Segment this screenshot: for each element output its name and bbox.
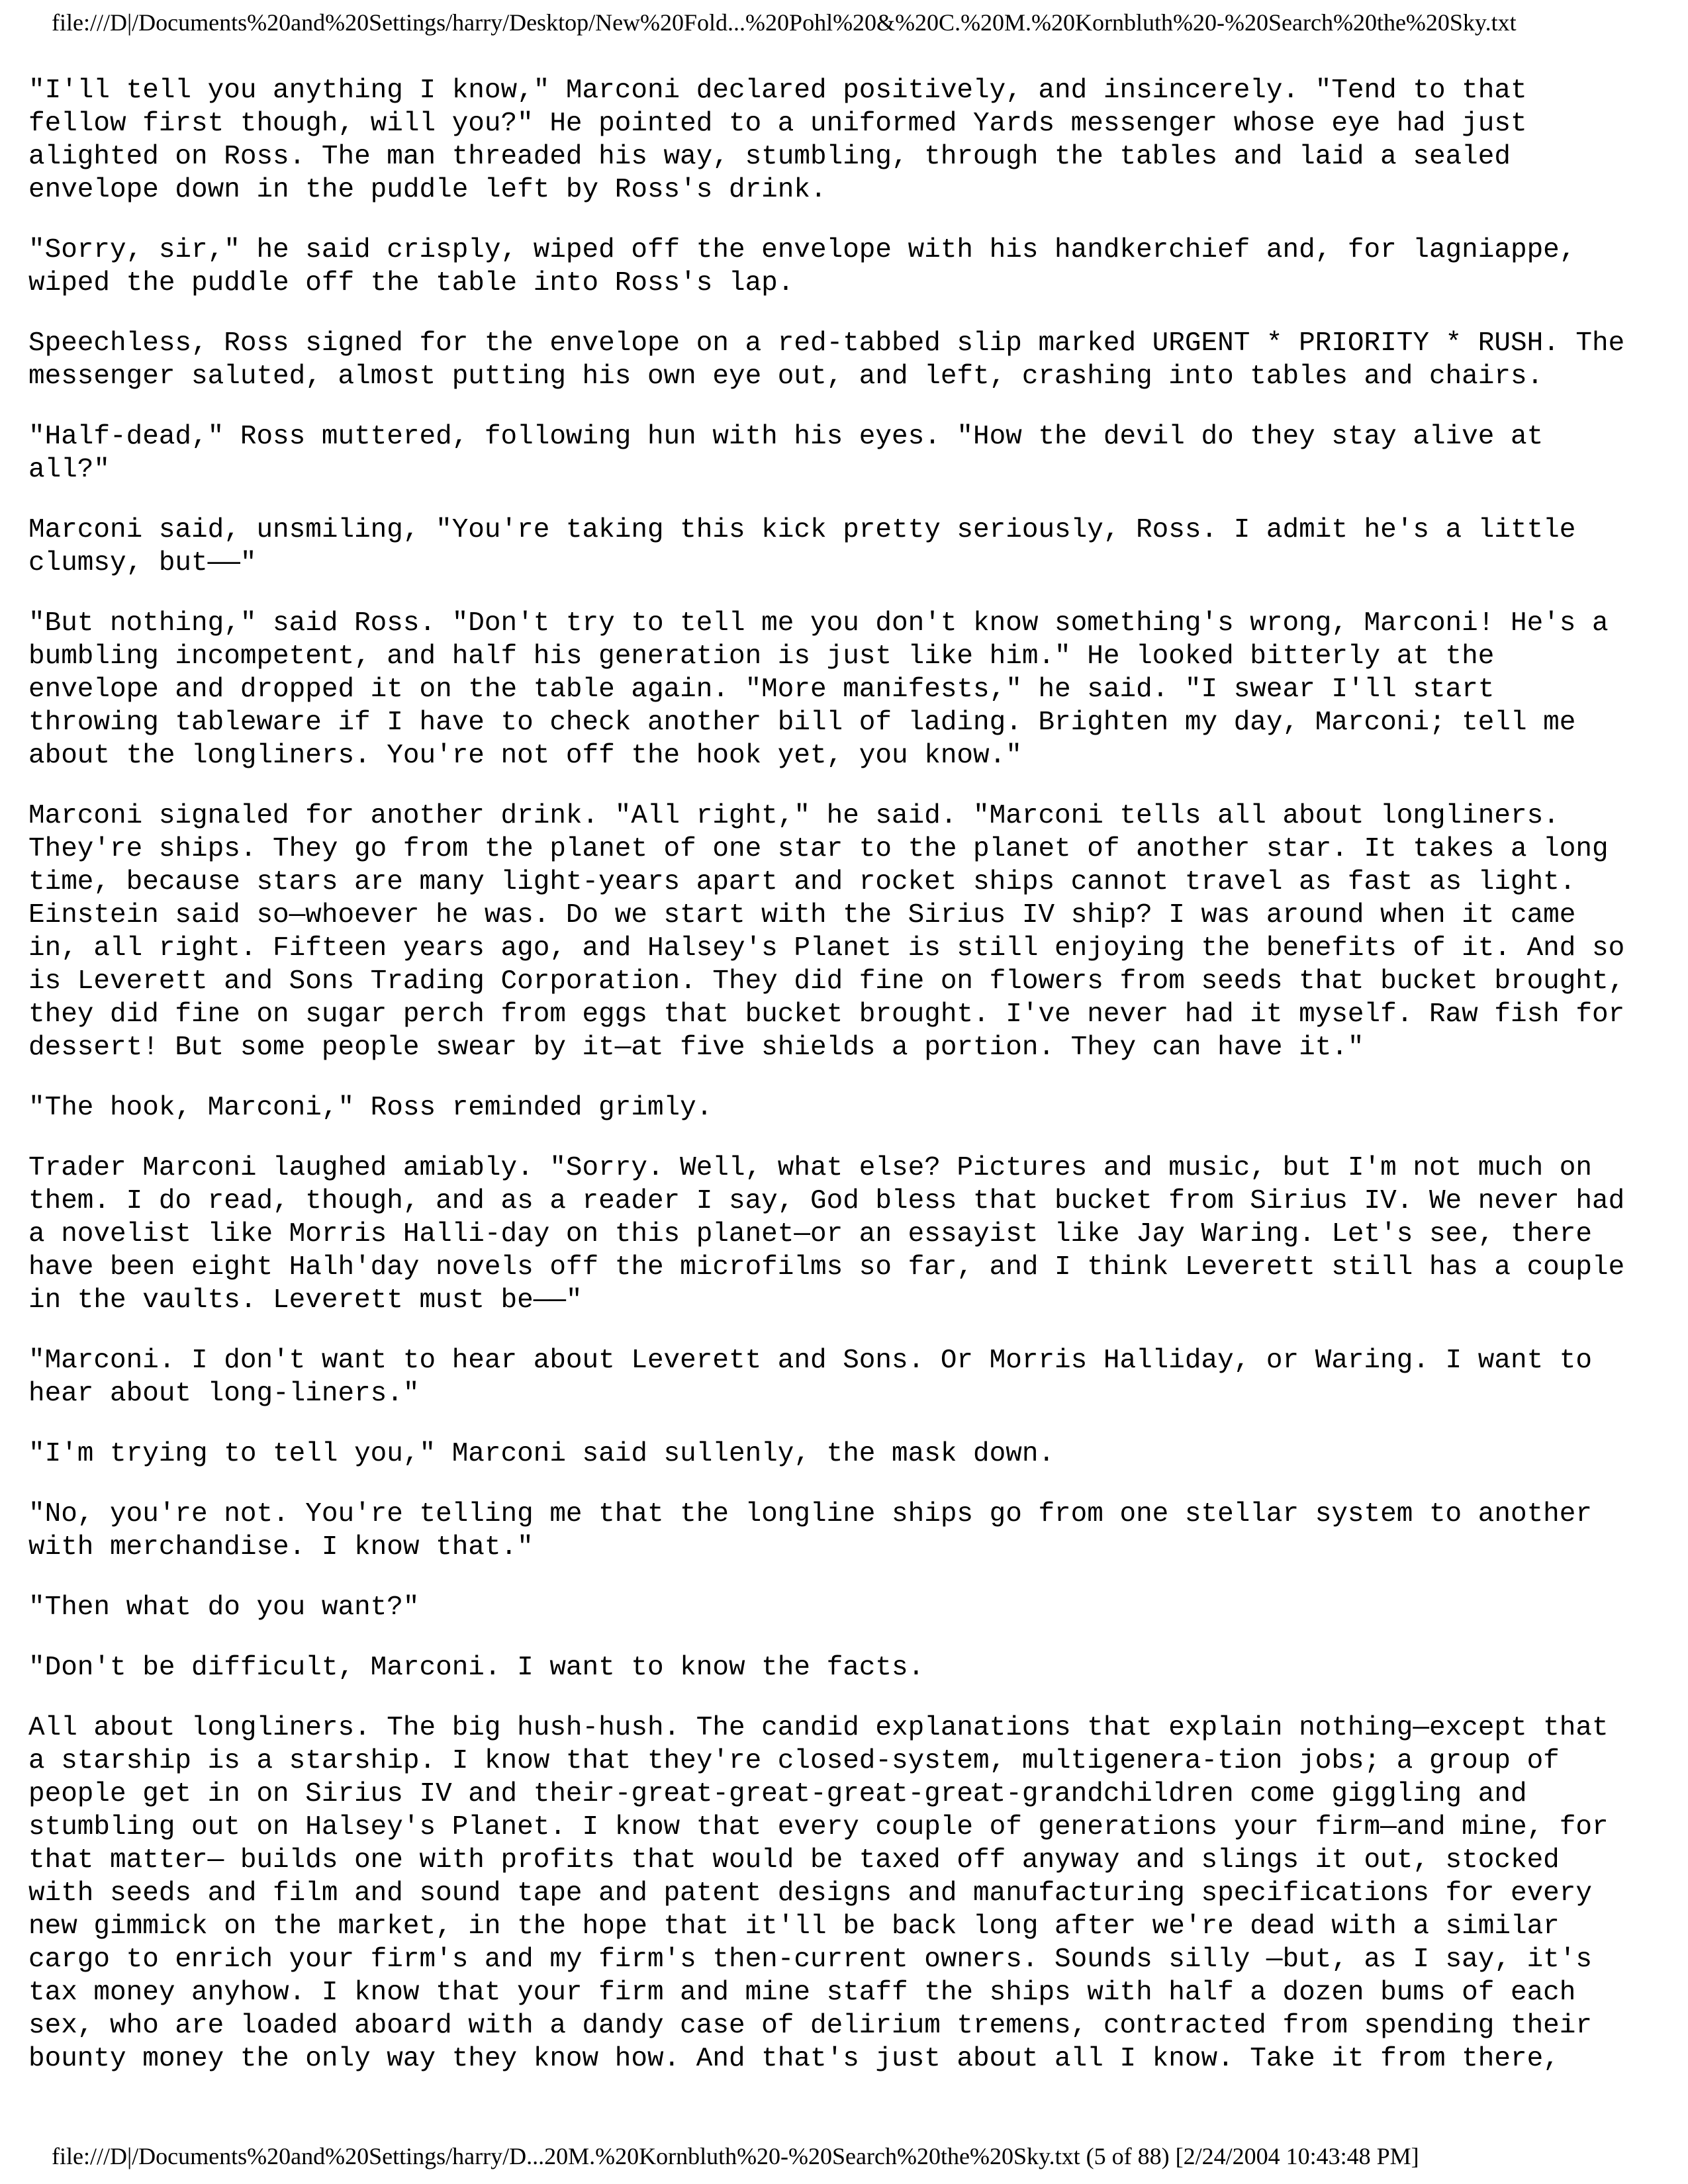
paragraph: Marconi said, unsmiling, "You're taking this kick pretty seriously, Ross. I admit he's a little clumsy, but——" bbox=[28, 515, 1576, 578]
paragraph: "But nothing," said Ross. "Don't try to tell me you don't know something's wrong, Marconi! He's a bumbling incompetent, and half his generation is just like him." He looked bitterly at the envelope and dropped it on the table again. "More manifests," he said. "I swear I'll start throwing tableware if I have to check another bill of lading. Brighten my day, Marconi; tell me about the longliners. You're not off the hook yet, you know." bbox=[28, 608, 1609, 771]
document-body bbox=[28, 74, 1664, 2103]
paragraph: "The hook, Marconi," Ross reminded grimly. bbox=[28, 1093, 713, 1123]
paragraph: "Then what do you want?" bbox=[28, 1592, 420, 1623]
paragraph: "I'll tell you anything I know," Marconi declared positively, and insincerely. "Tend to that fellow first though, will you?" He pointed to a uniformed Yards messenger whose eye had just alighted on Ross. The man threaded his way, stumbling, through the tables and laid a sealed envelope down in the puddle left by Ross's drink. bbox=[28, 75, 1527, 205]
page-footer-file-path: file:///D|/Documents%20and%20Settings/harry/D...20M.%20Kornbluth%20-%20Search%20the%20Sky.txt (5 of 88) [2/24/2004 10:43:48 PM] bbox=[52, 2143, 1419, 2169]
paragraph: All about longliners. The big hush-hush. The candid explanations that explain nothing—except that a starship is a starship. I know that they're closed-system, multigenera-tion jobs; a group of people get in on Sirius IV and their-great-great-great-great-grandchildren come giggling and stumbling out on Halsey's Planet. I know that every couple of generations your firm—and mine, for that matter— builds one with profits that would be taxed off anyway and slings it out, stocked with seeds and film and sound tape and patent designs and manufacturing specifications for every new gimmick on the market, in the hope that it'll be back long after we're dead with a similar cargo to enrich your firm's and my firm's then-current owners. Sounds silly —but, as I say, it's tax money anyhow. I know that your firm and mine staff the ships with half a dozen bums of each sex, who are loaded aboard with a dandy case of delirium tremens, contracted from spending their bounty money the only way they know how. And that's just about all I know. Take it from there, bbox=[28, 1713, 1609, 2074]
paragraph: "I'm trying to tell you," Marconi said sullenly, the mask down. bbox=[28, 1439, 1055, 1469]
paragraph: "Marconi. I don't want to hear about Leverett and Sons. Or Morris Halliday, or Waring. I want to hear about long-liners." bbox=[28, 1345, 1592, 1409]
paragraph: "No, you're not. You're telling me that the longline ships go from one stellar system to another with merchandise. I know that." bbox=[28, 1499, 1592, 1563]
paragraph: Marconi signaled for another drink. "All right," he said. "Marconi tells all about longliners. They're ships. They go from the planet of one star to the planet of another star. It takes a long time, because stars are many light-years apart and rocket ships cannot travel as fast as light. Einstein said so—whoever he was. Do we start with the Sirius IV ship? I was around when it came in, all right. Fifteen years ago, and Halsey's Planet is still enjoying the benefits of it. And so is Leverett and Sons Trading Corporation. They did fine on flowers from seeds that bucket brought, they did fine on sugar perch from eggs that bucket brought. I've never had it myself. Raw fish for dessert! But some people swear by it—at five shields a portion. They can have it." bbox=[28, 801, 1625, 1063]
paragraph: "Sorry, sir," he said crisply, wiped off the envelope with his handkerchief and, for lagniappe, wiped the puddle off the table into Ross's lap. bbox=[28, 235, 1576, 298]
page-header-file-path: file:///D|/Documents%20and%20Settings/harry/Desktop/New%20Fold...%20Pohl%20&%20C.%20M.%20Kornbluth%20-%20Search%20the%20Sky.txt bbox=[52, 9, 1517, 36]
paragraph: Speechless, Ross signed for the envelope on a red-tabbed slip marked URGENT * PRIORITY * RUSH. The messenger saluted, almost putting his own eye out, and left, crashing into tables and chairs. bbox=[28, 328, 1625, 392]
paragraph: Trader Marconi laughed amiably. "Sorry. Well, what else? Pictures and music, but I'm not much on them. I do read, though, and as a reader I say, God bless that bucket from Sirius IV. We never had a novelist like Morris Halli-day on this planet—or an essayist like Jay Waring. Let's see, there have been eight Halh'day novels off the microfilms so far, and I think Leverett still has a couple in the vaults. Leverett must be——" bbox=[28, 1153, 1625, 1316]
paragraph: "Half-dead," Ross muttered, following hun with his eyes. "How the devil do they stay alive at all?" bbox=[28, 422, 1544, 485]
paragraph: "Don't be difficult, Marconi. I want to know the facts. bbox=[28, 1653, 925, 1683]
